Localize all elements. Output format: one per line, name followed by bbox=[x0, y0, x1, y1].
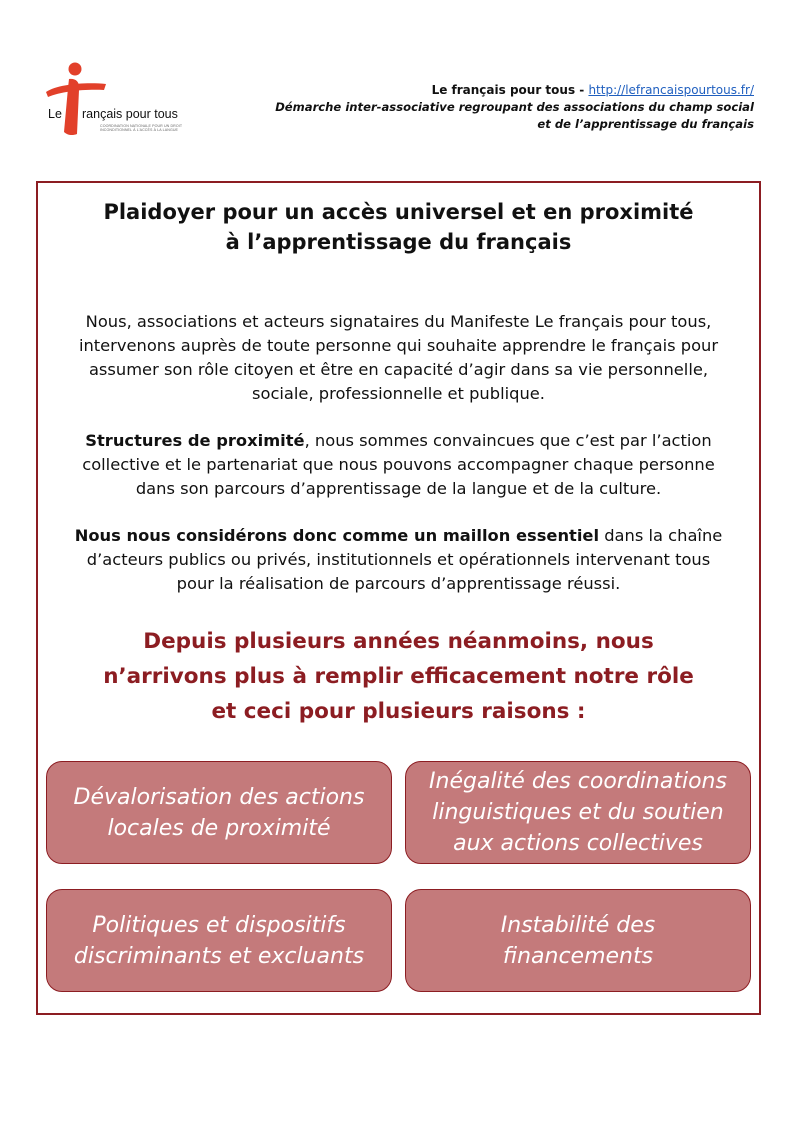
highlight-statement bbox=[38, 624, 759, 729]
logo-word-rest: rançais pour tous bbox=[82, 107, 178, 121]
paragraph-bold-lead: Structures de proximité bbox=[85, 431, 305, 450]
paragraph-line: assumer son rôle citoyen et être en capacité d’agir dans sa vie personnelle, bbox=[88, 360, 709, 379]
site-url-link[interactable]: http://lefrancaispourtous.fr/ bbox=[588, 83, 754, 97]
reason-line: Dévalorisation des actions bbox=[73, 784, 365, 810]
paragraph-line: dans son parcours d’apprentissage de la langue et de la culture. bbox=[135, 479, 662, 498]
reason-line: Instabilité des bbox=[500, 912, 656, 938]
highlight-line: et ceci pour plusieurs raisons : bbox=[211, 699, 586, 724]
reason-card-politiques bbox=[46, 889, 392, 992]
paragraph-line: intervenons auprès de toute personne qui souhaite apprendre le français pour bbox=[78, 336, 719, 355]
paragraph-proximity bbox=[50, 429, 747, 501]
logo-subtitle bbox=[100, 124, 182, 133]
paragraph-essential-link bbox=[50, 524, 747, 596]
header-info bbox=[275, 82, 754, 133]
reason-card-instabilite bbox=[405, 889, 751, 992]
header-tagline-1: Démarche inter-associative regroupant des associations du champ social bbox=[275, 100, 754, 114]
highlight-line: Depuis plusieurs années néanmoins, nous bbox=[143, 629, 654, 654]
header-site-line bbox=[275, 82, 754, 99]
paragraph-line: pour la réalisation de parcours d’apprentissage réussi. bbox=[176, 574, 621, 593]
paragraph-line: sociale, professionnelle et publique. bbox=[252, 384, 545, 403]
reason-line: Politiques et dispositifs bbox=[92, 912, 346, 938]
reason-line: Inégalité des coordinations bbox=[429, 769, 727, 794]
paragraph-line bbox=[50, 429, 747, 453]
header-tagline-2: et de l’apprentissage du français bbox=[537, 117, 754, 131]
paragraph-text: dans la chaîne bbox=[599, 526, 723, 545]
title-line-2: à l’apprentissage du français bbox=[225, 230, 572, 254]
site-name: Le français pour tous bbox=[431, 83, 576, 97]
paragraph-line: d’acteurs publics ou privés, institutionnels et opérationnels intervenant tous bbox=[86, 550, 711, 569]
paragraph-line: collective et le partenariat que nous pouvons accompagner chaque personne bbox=[82, 455, 715, 474]
paragraph-bold-lead: Nous nous considérons donc comme un maillon essentiel bbox=[74, 526, 600, 545]
paragraph-line bbox=[50, 524, 747, 548]
content-frame bbox=[36, 181, 761, 1015]
paragraph-text: , nous sommes convaincues que c’est par l’action bbox=[304, 431, 712, 450]
reason-line: financements bbox=[502, 943, 654, 969]
page-title bbox=[38, 197, 759, 257]
logo-subtitle-line: COORDINATION NATIONALE POUR UN DROIT bbox=[100, 124, 183, 128]
logo-word-le: Le bbox=[48, 107, 62, 121]
logo-subtitle-line: INCONDITIONNEL À L'ACCÈS À LA LANGUE bbox=[100, 128, 179, 133]
highlight-line: n’arrivons plus à remplir efficacement notre rôle bbox=[103, 664, 694, 689]
reason-card-devalorisation bbox=[46, 761, 392, 864]
title-line-1: Plaidoyer pour un accès universel et en proximité bbox=[103, 200, 694, 224]
logo bbox=[42, 60, 182, 140]
reason-card-inegalite bbox=[405, 761, 751, 864]
paragraph-manifesto bbox=[50, 310, 747, 406]
reason-line: discriminants et excluants bbox=[73, 943, 365, 969]
site-separator: - bbox=[575, 83, 589, 97]
reason-line: linguistiques et du soutien bbox=[432, 800, 724, 825]
reason-line: locales de proximité bbox=[107, 815, 331, 841]
paragraph-line: Nous, associations et acteurs signataires du Manifeste Le français pour tous, bbox=[85, 312, 712, 331]
reason-line: aux actions collectives bbox=[453, 831, 703, 856]
